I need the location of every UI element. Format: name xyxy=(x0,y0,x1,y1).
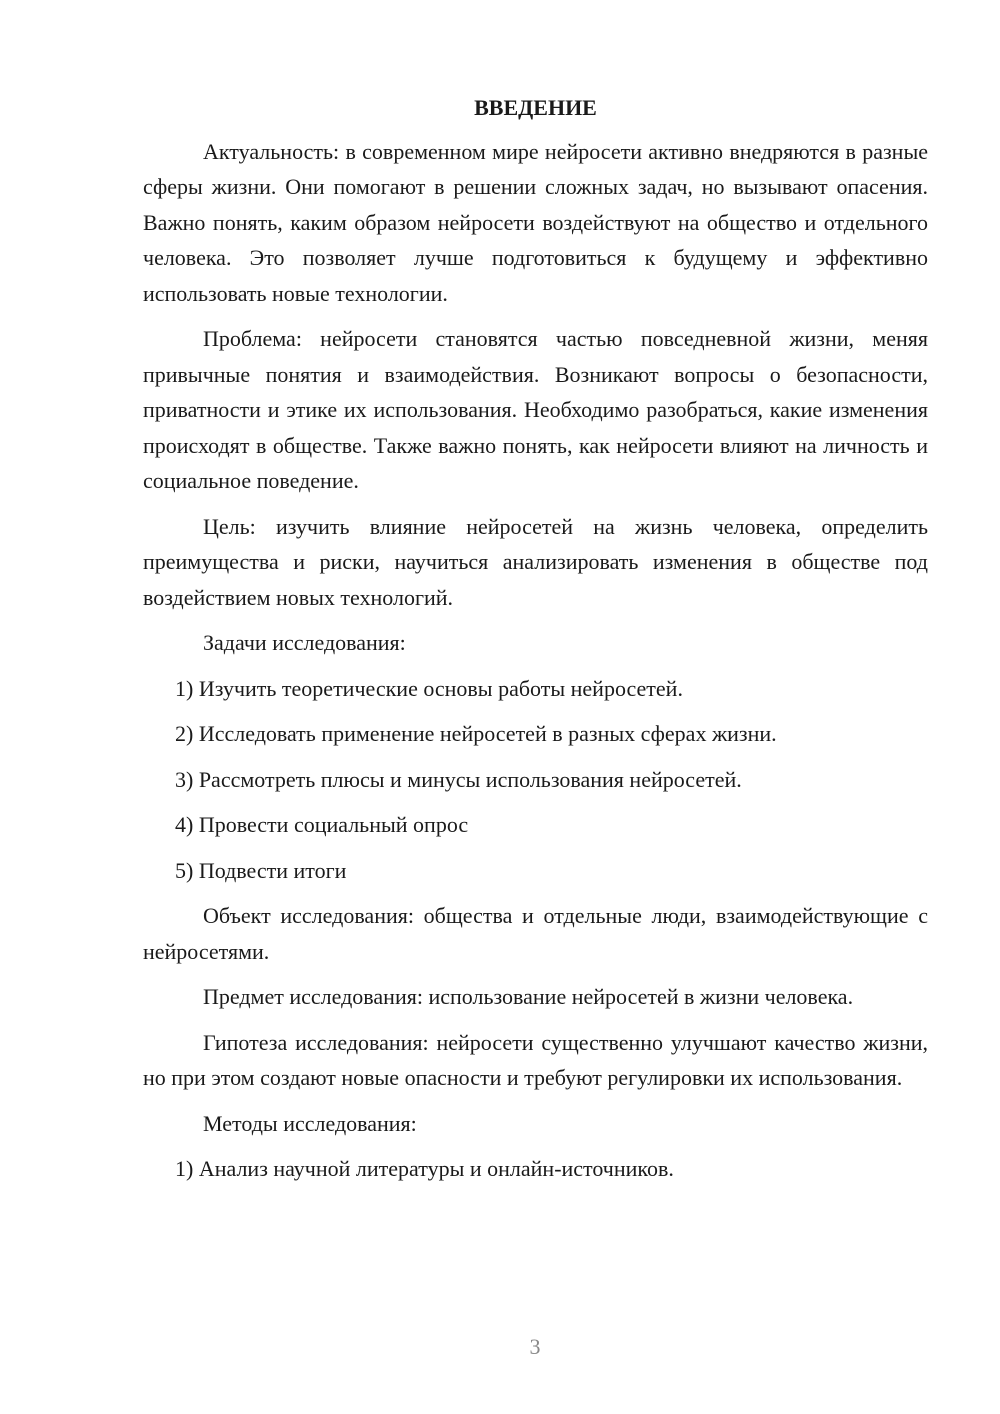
subject-paragraph: Предмет исследования: использование нейросетей в жизни человека. xyxy=(203,984,854,1009)
methods-heading: Методы исследования: xyxy=(203,1110,417,1136)
task-item-2: 2) Исследовать применение нейросетей в разных сферах жизни. xyxy=(175,721,777,746)
section-title: ВВЕДЕНИЕ xyxy=(474,95,597,120)
task-item-1: 1) Изучить теоретические основы работы нейросетей. xyxy=(175,675,683,701)
object-paragraph: Объект исследования: общества и отдельные люди, взаимодействующие с нейросетями. xyxy=(143,903,928,964)
tasks-heading: Задачи исследования: xyxy=(203,630,406,655)
relevance-paragraph: Актуальность: в современном мире нейросети активно внедряются в разные сферы жизни. Они помогают в решении сложных задач, но вызывают опасения. Важно понять, каким образом нейросети воздействуют на общество и отдельного человека. Это позволяет лучше подготовиться к будущему и эффективно использовать новые технологии. xyxy=(143,138,928,306)
hypothesis-paragraph: Гипотеза исследования: нейросети существенно улучшают качество жизни, но при этом создают новые опасности и требуют регулировки их использования. xyxy=(143,1029,928,1090)
task-item-5: 5) Подвести итоги xyxy=(175,857,347,883)
goal-paragraph: Цель: изучить влияние нейросетей на жизнь человека, определить преимущества и риски, научиться анализировать изменения в обществе под воздействием новых технологий. xyxy=(143,513,928,610)
method-item-1: 1) Анализ научной литературы и онлайн-источников. xyxy=(175,1156,674,1181)
problem-paragraph: Проблема: нейросети становятся частью повседневной жизни, меняя привычные понятия и взаимодействия. Возникают вопросы о безопасности, приватности и этике их использования. Необходимо разобраться, какие изменения происходят в обществе. Также важно понять, как нейросети влияют на личность и социальное поведение. xyxy=(143,326,928,493)
page-number: 3 xyxy=(529,1334,541,1359)
document-page xyxy=(143,90,928,1197)
task-item-3: 3) Рассмотреть плюсы и минусы использования нейросетей. xyxy=(175,766,742,792)
task-item-4: 4) Провести социальный опрос xyxy=(175,812,469,837)
